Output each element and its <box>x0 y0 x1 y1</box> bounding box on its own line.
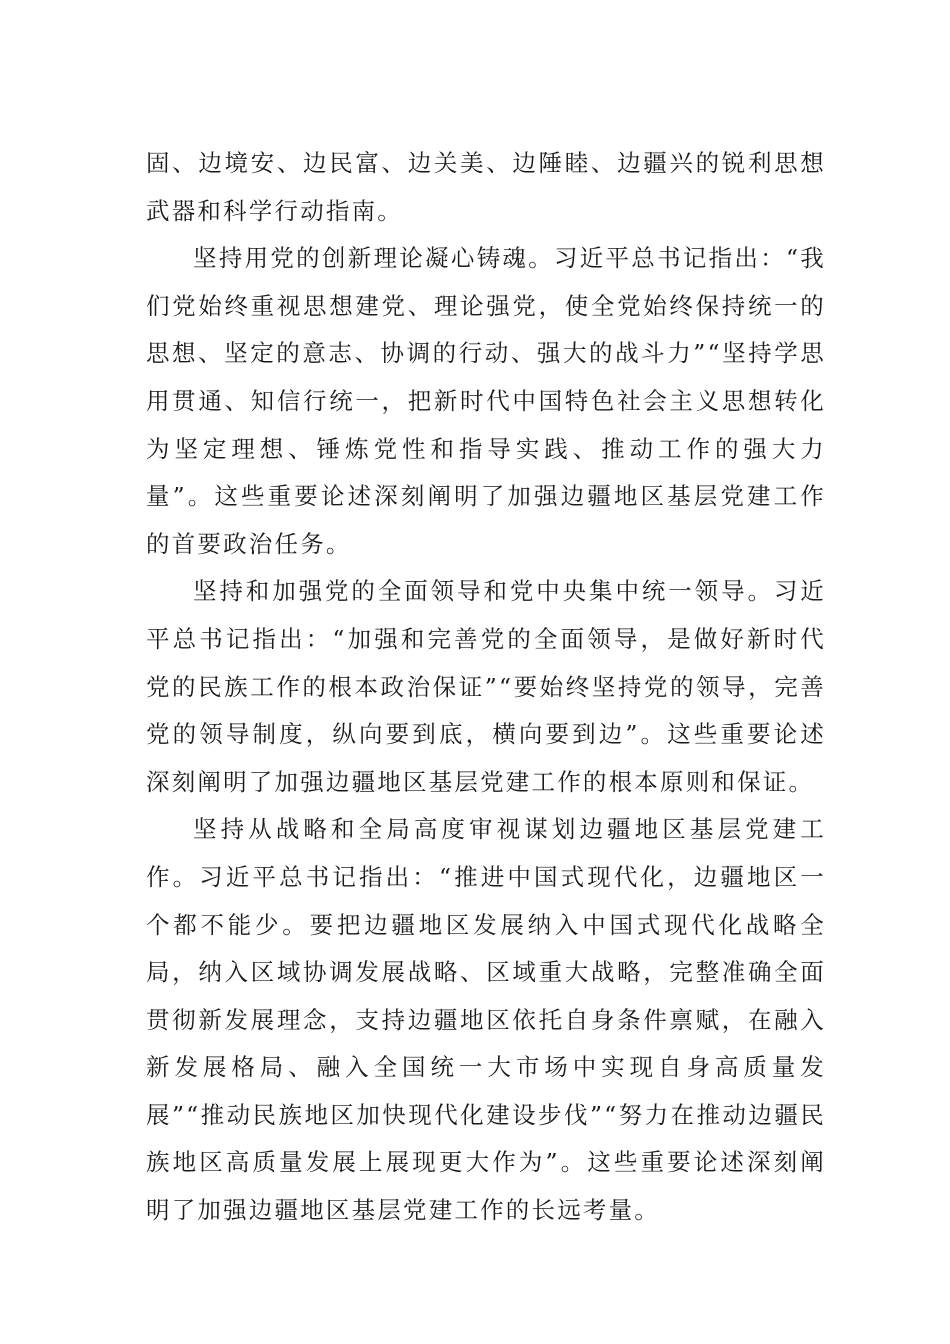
paragraph-strategic-overview: 坚持从战略和全局高度审视谋划边疆地区基层党建工作。习近平总书记指出：“推进中国式现代化，边疆地区一个都不能少。要把边疆地区发展纳入中国式现代化战略全局，纳入区域协调发展战略、区域重大战略，完整准确全面贯彻新发展理念，支持边疆地区依托自身条件禀赋，在融入新发展格局、融入全国统一大市场中实现自身高质量发展”“推动民族地区加快现代化建设步伐”“努力在推动边疆民族地区高质量发展上展现更大作为”。这些重要论述深刻阐明了加强边疆地区基层党建工作的长远考量。 <box>146 815 826 1225</box>
paragraph-continuation: 固、边境安、边民富、边关美、边陲睦、边疆兴的锐利思想武器和科学行动指南。 <box>146 149 826 225</box>
paragraph-party-leadership: 坚持和加强党的全面领导和党中央集中统一领导。习近平总书记指出：“加强和完善党的全面领导，是做好新时代党的民族工作的根本政治保证”“要始终坚持党的领导，完善党的领导制度，纵向要到底，横向要到边”。这些重要论述深刻阐明了加强边疆地区基层党建工作的根本原则和保证。 <box>146 577 826 796</box>
body-text <box>146 140 826 1235</box>
paragraph-innovation-theory: 坚持用党的创新理论凝心铸魂。习近平总书记指出：“我们党始终重视思想建党、理论强党，使全党始终保持统一的思想、坚定的意志、协调的行动、强大的战斗力”“坚持学思用贯通、知信行统一，把新时代中国特色社会主义思想转化为坚定理想、锤炼党性和指导实践、推动工作的强大力量”。这些重要论述深刻阐明了加强边疆地区基层党建工作的首要政治任务。 <box>146 244 826 558</box>
